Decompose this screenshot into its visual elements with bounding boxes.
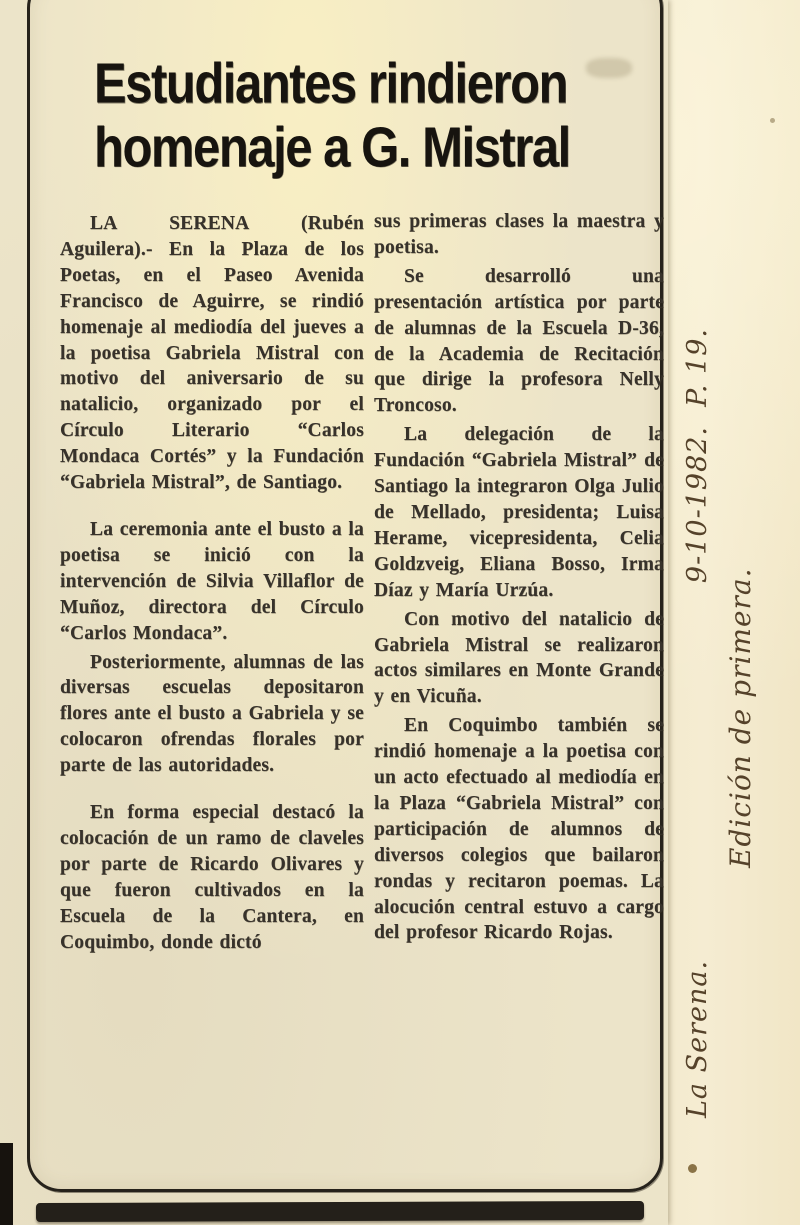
paper-stain — [586, 58, 632, 78]
article-paragraph: En Coquimbo también se rindió homenaje a la poetisa con un acto efectuado al mediodía en la Plaza “Gabriela Mistral” con participación de alumnos de diversos colegios que bailaron rondas y recitaron poemas. La alocución central estuvo a cargo del profesor Ricardo Rojas. — [374, 715, 664, 944]
article-paragraph: La delegación de la Fundación “Gabriela Mistral” de Santiago la integraron Olga Julio de Mellado, presidenta; Luisa Herame, vicepresidenta, Celia Goldzveig, Eliana Bosso, Irma Díaz y María Urzúa. — [374, 424, 664, 601]
article-paragraph: sus primeras clases la maestra y poetisa. — [374, 211, 664, 258]
article-paragraph: LA SERENA (Rubén Aguilera).- En la Plaza de los Poetas, en el Paseo Avenida Francisco de Aguirre, se rindió homenaje al mediodía del jueves a la poetisa Gabriela Mistral con motivo del aniversario de su natalicio, organizado por el Círculo Literario “Carlos Mondaca Cortés” y la Fundación “Gabriela Mistral”, de Santiago. — [60, 213, 364, 494]
handwritten-date-page-annotation — [682, 328, 713, 1118]
article-paragraph: La ceremonia ante el busto a la poetisa se inició con la intervención de Silvia Villaflor de Muñoz, directora del Círculo “Carlos Mondaca”. — [60, 518, 364, 644]
scan-edge-mark — [0, 1143, 13, 1225]
handwritten-date-page — [682, 328, 713, 583]
article-paragraph: Se desarrolló una presentación artística por parte de alumnas de la Escuela D-36, de la Academia de Recitación que dirige la profesora Nelly Troncoso. — [374, 265, 664, 417]
handwritten-edition: Edición de primera. — [724, 567, 757, 868]
article-paragraph: En forma especial destacó la colocación de un ramo de claveles por parte de Ricardo Olivares y que fueron cultivados en la Escuela de la Cantera, en Coquimbo, donde dictó — [60, 802, 364, 953]
article-column-left — [60, 211, 364, 958]
handwritten-date: 9-10-1982. — [682, 425, 713, 584]
paper-speck — [688, 1164, 697, 1173]
article-paragraph: Con motivo del natalicio de Gabriela Mistral se realizaron actos similares en Monte Grande y en Vicuña. — [374, 608, 664, 708]
headline-line1: Estudiantes rindieron — [94, 52, 568, 115]
headline — [94, 52, 632, 180]
scan-bottom-bar — [36, 1201, 644, 1222]
handwritten-page-number: P. 19. — [682, 328, 713, 407]
article-paragraph: Posteriormente, alumnas de las diversas escuelas depositaron flores ante el busto a Gabriela y se colocaron ofrendas florales por parte de las autoridades. — [60, 651, 364, 777]
article-column-right — [374, 209, 664, 949]
handwritten-edition-annotation — [724, 346, 757, 868]
handwritten-source: La Serena. — [682, 959, 713, 1118]
headline-line2: homenaje a G. Mistral — [94, 115, 570, 179]
paper-speck — [770, 118, 775, 123]
